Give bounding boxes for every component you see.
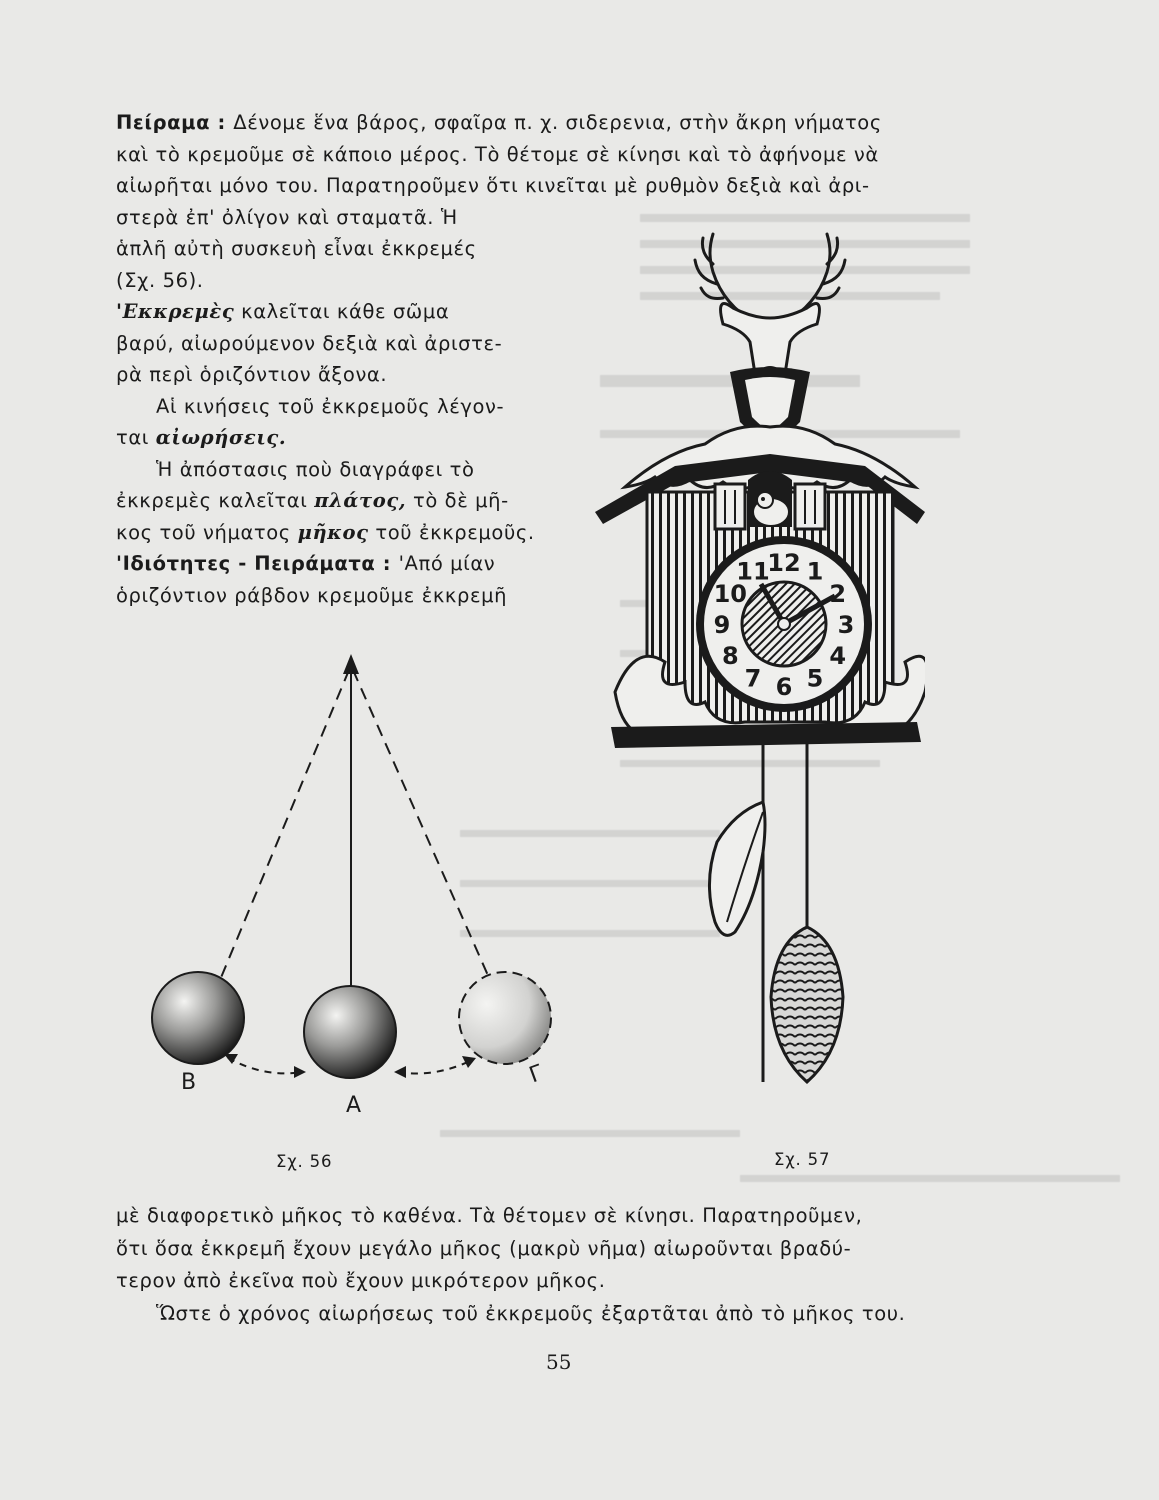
arrow-b-a-head-left: [224, 1054, 238, 1064]
emphasized-term: πλάτος,: [314, 489, 407, 512]
clock-numeral: 8: [721, 642, 739, 670]
ball-b: [152, 972, 244, 1064]
text-line: [116, 391, 535, 423]
text-line: [116, 454, 535, 486]
text-run: Δένομε ἕνα βάρος, σφαῖρα π. χ. σιδερενια, στὴν ἄκρη νήματος: [233, 111, 882, 134]
text-line: [116, 359, 535, 391]
text-line: [116, 107, 882, 139]
text-line: [116, 1200, 905, 1233]
clock-numeral: 3: [837, 611, 855, 639]
label-g: Γ: [526, 1060, 547, 1089]
text-block-bottom: [116, 1200, 905, 1330]
text-run: Αἱ κινήσεις τοῦ ἐκκρεμοῦς λέγον-: [156, 394, 505, 418]
text-line: [116, 1233, 905, 1266]
text-run: κος τοῦ νήματος: [116, 520, 298, 544]
emphasized-term: 'Ιδιότητες - Πειράματα :: [116, 552, 399, 575]
pendulum-leaf: [709, 802, 765, 935]
clock-numeral: 6: [775, 673, 793, 701]
shutter-right: [795, 484, 825, 529]
figure-56-pendulum: [140, 640, 580, 1140]
text-line: [116, 580, 535, 612]
arrow-a-to-g: [398, 1060, 472, 1074]
string-left-dashed: [220, 670, 349, 980]
text-line: [116, 170, 882, 202]
text-run: ρὰ περὶ ὁριζόντιον ἄξονα.: [116, 363, 388, 386]
text-run: Ὥστε ὁ χρόνος αἰωρήσεως τοῦ ἐκκρεμοῦς ἐξαρτᾶται ἀπὸ τὸ μῆκος του.: [156, 1301, 906, 1325]
clock-numeral: 1: [806, 557, 824, 586]
clock-numeral: 2: [829, 580, 847, 608]
text-block-left: [116, 233, 535, 611]
text-run: τερον ἀπὸ ἐκεῖνα ποὺ ἔχουν μικρότερον μῆκος.: [116, 1269, 606, 1292]
text-run: 'Από μίαν: [398, 552, 496, 575]
text-line: [116, 265, 535, 297]
text-block-top: [116, 107, 882, 233]
text-line: [116, 1265, 905, 1298]
text-run: στερὰ ἐπ' ὀλίγον καὶ σταματᾶ. Ἡ: [116, 205, 458, 229]
text-line: [116, 1298, 905, 1331]
text-run: τοῦ ἐκκρεμοῦς.: [368, 520, 535, 544]
label-a: A: [346, 1093, 362, 1118]
caption-fig-56: Σχ. 56: [276, 1152, 333, 1171]
string-right-dashed: [353, 670, 490, 980]
label-b: B: [181, 1070, 197, 1095]
text-run: ται: [116, 426, 156, 449]
text-run: ὅτι ὅσα ἐκκρεμῆ ἔχουν μεγάλο μῆκος (μακρὺ νῆμα) αἰωροῦνται βραδύ-: [116, 1236, 852, 1260]
caption-fig-57: Σχ. 57: [774, 1150, 831, 1169]
text-line: [116, 517, 535, 549]
arrow-b-to-a: [228, 1058, 302, 1073]
emphasized-term: αἰωρήσεις.: [155, 426, 287, 449]
text-line: [116, 233, 535, 265]
text-run: αἰωρῆται μόνο του. Παρατηροῦμεν ὅτι κινεῖται μὲ ρυθμὸν δεξιὰ καὶ ἀρι-: [116, 174, 870, 197]
emphasized-term: Πείραμα :: [116, 111, 234, 134]
text-line: [116, 296, 535, 328]
text-run: Ἡ ἀπόστασις ποὺ διαγράφει τὸ: [156, 457, 475, 481]
text-line: [116, 328, 535, 360]
clock-numeral: 9: [713, 611, 731, 639]
pine-cone-weight: [771, 927, 843, 1082]
text-run: ἁπλῆ αὐτὴ συσκευὴ εἶναι ἐκκρεμές: [116, 237, 477, 260]
clock-numeral: 4: [829, 642, 847, 670]
emphasized-term: μῆκος: [297, 520, 369, 544]
clock-numeral: 11: [736, 557, 770, 586]
text-run: ἐκκρεμὲς καλεῖται: [116, 489, 315, 512]
clock-numeral: 5: [806, 664, 824, 693]
text-run: βαρύ, αἰωρούμενον δεξιὰ καὶ ἀριστε-: [116, 331, 503, 355]
text-run: τὸ δὲ μῆ-: [406, 489, 509, 512]
text-line: [116, 139, 882, 171]
text-run: μὲ διαφορετικὸ μῆκος τὸ καθένα. Τὰ θέτομεν σὲ κίνησι. Παρατηροῦμεν,: [116, 1204, 863, 1227]
arrow-b-a-head-right: [294, 1066, 306, 1078]
text-line: [116, 422, 535, 454]
arrow-a-g-head-left: [394, 1066, 406, 1078]
ball-a: [304, 986, 396, 1078]
clock-numeral: 7: [744, 664, 762, 693]
arrow-a-g-head-right: [462, 1056, 476, 1068]
text-run: (Σχ. 56).: [116, 268, 204, 292]
shutter-left: [715, 484, 745, 529]
text-run: καὶ τὸ κρεμοῦμε σὲ κάποιο μέρος. Τὸ θέτομε σὲ κίνησι καὶ τὸ ἀφήνομε νὰ: [116, 142, 879, 166]
text-line: [116, 548, 535, 580]
figure-57-cuckoo-clock: [595, 222, 925, 1092]
clock-numeral: 10: [713, 580, 748, 608]
text-run: ὁριζόντιον ράβδον κρεμοῦμε ἐκκρεμῆ: [116, 583, 508, 607]
clock-numeral: 12: [767, 549, 801, 577]
text-run: καλεῖται κάθε σῶμα: [234, 300, 450, 323]
page-number: 55: [546, 1350, 572, 1374]
text-line: [116, 485, 535, 517]
emphasized-term: 'Εκκρεμὲς: [116, 300, 235, 323]
ball-g-ghost: [459, 972, 551, 1064]
